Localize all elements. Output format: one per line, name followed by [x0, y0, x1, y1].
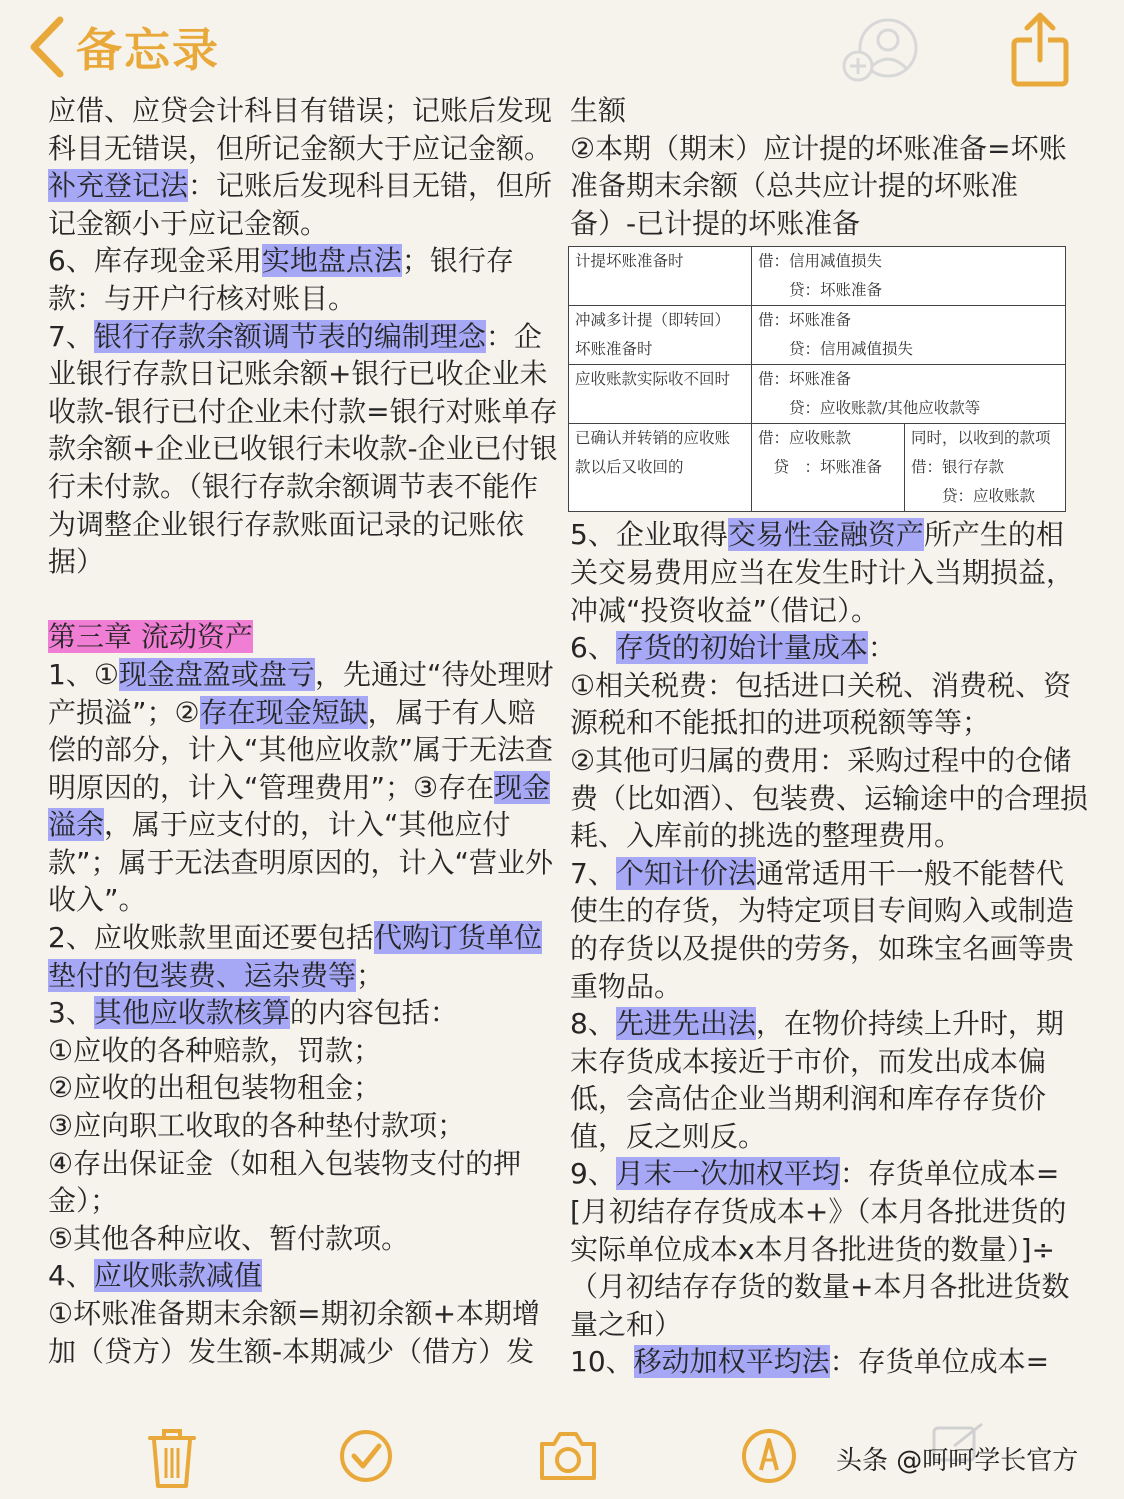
table-cell: 同时，以收到的款项 借：银行存款 贷：应收账款	[905, 424, 1066, 512]
paragraph: 6、存货的初始计量成本：	[570, 631, 896, 665]
paragraph: 8、先进先出法，在物价持续上升时，期末存货成本接近于市价，而发出成本偏低，会高估企业当期利润和库存存货价值，反之则反。	[570, 1007, 1064, 1153]
journal-entry-table	[568, 246, 1066, 512]
camera-icon[interactable]	[536, 1426, 600, 1486]
table-row	[569, 247, 1066, 306]
paragraph: 6、库存现金采用实地盘点法；银行存款：与开户行核对账目。	[48, 244, 514, 315]
table-cell: 计提坏账准备时	[569, 247, 752, 306]
table-cell: 借：信用减值损失 贷：坏账准备	[752, 247, 1066, 306]
table-row	[569, 424, 1066, 512]
paragraph: 2、应收账款里面还要包括代购订货单位垫付的包装费、运杂费等；	[48, 921, 542, 992]
highlight: 现金盘盈或盘亏	[118, 657, 315, 691]
highlight: 实地盘点法	[261, 244, 402, 278]
highlight: 存在现金短缺	[199, 695, 368, 729]
back-button[interactable]	[26, 14, 220, 80]
highlight: 月末一次加权平均	[615, 1157, 840, 1191]
list-item: ③应向职工收取的各种垫付款项；	[48, 1109, 466, 1143]
list-item: ①相关税费：包括进口关税、消费税、资源税和不能抵扣的进项税额等等；	[570, 668, 1072, 740]
highlight: 先进先出法	[615, 1007, 756, 1041]
note-right-column[interactable]	[570, 92, 1090, 1381]
list-item: ④存出保证金（如租入包装物支付的押金）；	[48, 1146, 522, 1218]
paragraph: 9、月末一次加权平均：存货单位成本=[月初结存存货成本+》（本月各批进货的实际单位成本x本月各批进货的数量）]÷（月初结存存货的数量+本月各批进货数量之和）	[570, 1157, 1070, 1341]
highlight: 移动加权平均法	[633, 1345, 830, 1379]
highlight: 存货的初始计量成本	[615, 631, 868, 665]
table-cell: 借：应收账款 贷 ：坏账准备	[752, 424, 905, 512]
list-item: ⑤其他各种应收、暂付款项。	[48, 1221, 410, 1255]
checklist-icon[interactable]	[338, 1426, 394, 1486]
markup-icon[interactable]	[740, 1426, 798, 1486]
paragraph: 4、应收账款减值	[48, 1259, 262, 1293]
table-row	[569, 365, 1066, 424]
table-cell: 已确认并转销的应收账 款以后又收回的	[569, 424, 752, 512]
back-label: 备忘录	[76, 23, 220, 77]
paragraph: 应借、应贷会计科目有错误；记账后发现科目无错误，但所记金额大于应记金额。	[48, 94, 553, 165]
chapter-highlight: 第三章 流动资产	[48, 620, 253, 654]
paragraph: 5、企业取得交易性金融资产所产生的相关交易费用应当在发生时计入当期损益，冲减“投资收益”（借记）。	[570, 518, 1075, 627]
paragraph: 生额	[570, 94, 627, 127]
paragraph: 1、①现金盘盈或盘亏，先通过“待处理财产损溢”；②存在现金短缺，属于有人赔偿的部分，计入“其他应收款”属于无法查明原因的，计入“管理费用”；③存在现金溢余，属于应支付的，计入“其他应付款”；属于无法查明原因的，计入“营业外收入”。	[48, 657, 554, 917]
table-cell: 应收账款实际收不回时	[569, 365, 752, 424]
paragraph: 3、其他应收款核算的内容包括：	[48, 996, 458, 1030]
highlight: 银行存款余额调节表的编制理念	[93, 319, 486, 353]
chapter-heading	[48, 618, 560, 656]
paragraph: 10、移动加权平均法：存货单位成本=	[570, 1345, 1050, 1379]
paragraph: ①坏账准备期末余额=期初余额+本期增加（贷方）发生额-本期减少（借方）发	[48, 1297, 541, 1368]
share-icon[interactable]	[1008, 10, 1072, 90]
table-cell: 借：坏账准备 贷：信用减值损失	[752, 306, 1066, 365]
paragraph: 7、银行存款余额调节表的编制理念：企业银行存款日记账余额+银行已收企业未收款-银行已付企业未付款=银行对账单存款余额+企业已收银行未收款-企业已付银行未付款。（银行存款余额调节表不能作为调整企业银行存款账面记录的记账依据）	[48, 319, 558, 579]
highlight: 代购订货单位垫付的包装费、运杂费等	[48, 921, 542, 992]
highlight: 现金溢余	[48, 770, 551, 842]
highlight: 应收账款减值	[93, 1259, 262, 1293]
navigation-bar	[0, 0, 1124, 96]
list-item: ②应收的出租包装物租金；	[48, 1071, 382, 1105]
table-cell: 借：坏账准备 贷：应收账款/其他应收款等	[752, 365, 1066, 424]
paragraph: ②本期（期末）应计提的坏账准备=坏账准备期末余额（总共应计提的坏账准备）-已计提的坏账准备	[570, 131, 1067, 240]
add-people-icon[interactable]	[838, 16, 926, 88]
list-item: ②其他可归属的费用：采购过程中的仓储费（比如酒）、包装费、运输途中的合理损耗、入库前的挑选的整理费用。	[570, 743, 1089, 853]
paragraph: 7、个知计价法通常适用干一般不能替代使生的存货，为特定项目专间购入或制造的存货以及提供的劳务，如珠宝名画等贵重物品。	[570, 856, 1075, 1003]
paragraph: 补充登记法：记账后发现科目无错，但所记金额小于应记金额。	[48, 169, 553, 240]
highlight: 个知计价法	[615, 856, 756, 890]
note-left-column[interactable]	[48, 92, 560, 1370]
table-cell: 冲减多计提（即转回） 坏账准备时	[569, 306, 752, 365]
chevron-left-icon	[26, 14, 70, 80]
highlight: 其他应收款核算	[93, 996, 290, 1030]
highlight: 补充登记法	[48, 169, 189, 203]
table-row	[569, 306, 1066, 365]
list-item: ①应收的各种赔款，罚款；	[48, 1033, 382, 1067]
trash-icon[interactable]	[146, 1426, 198, 1490]
watermark-text: 头条 @呵呵学长官方	[836, 1446, 1079, 1476]
highlight: 交易性金融资产	[727, 518, 924, 552]
